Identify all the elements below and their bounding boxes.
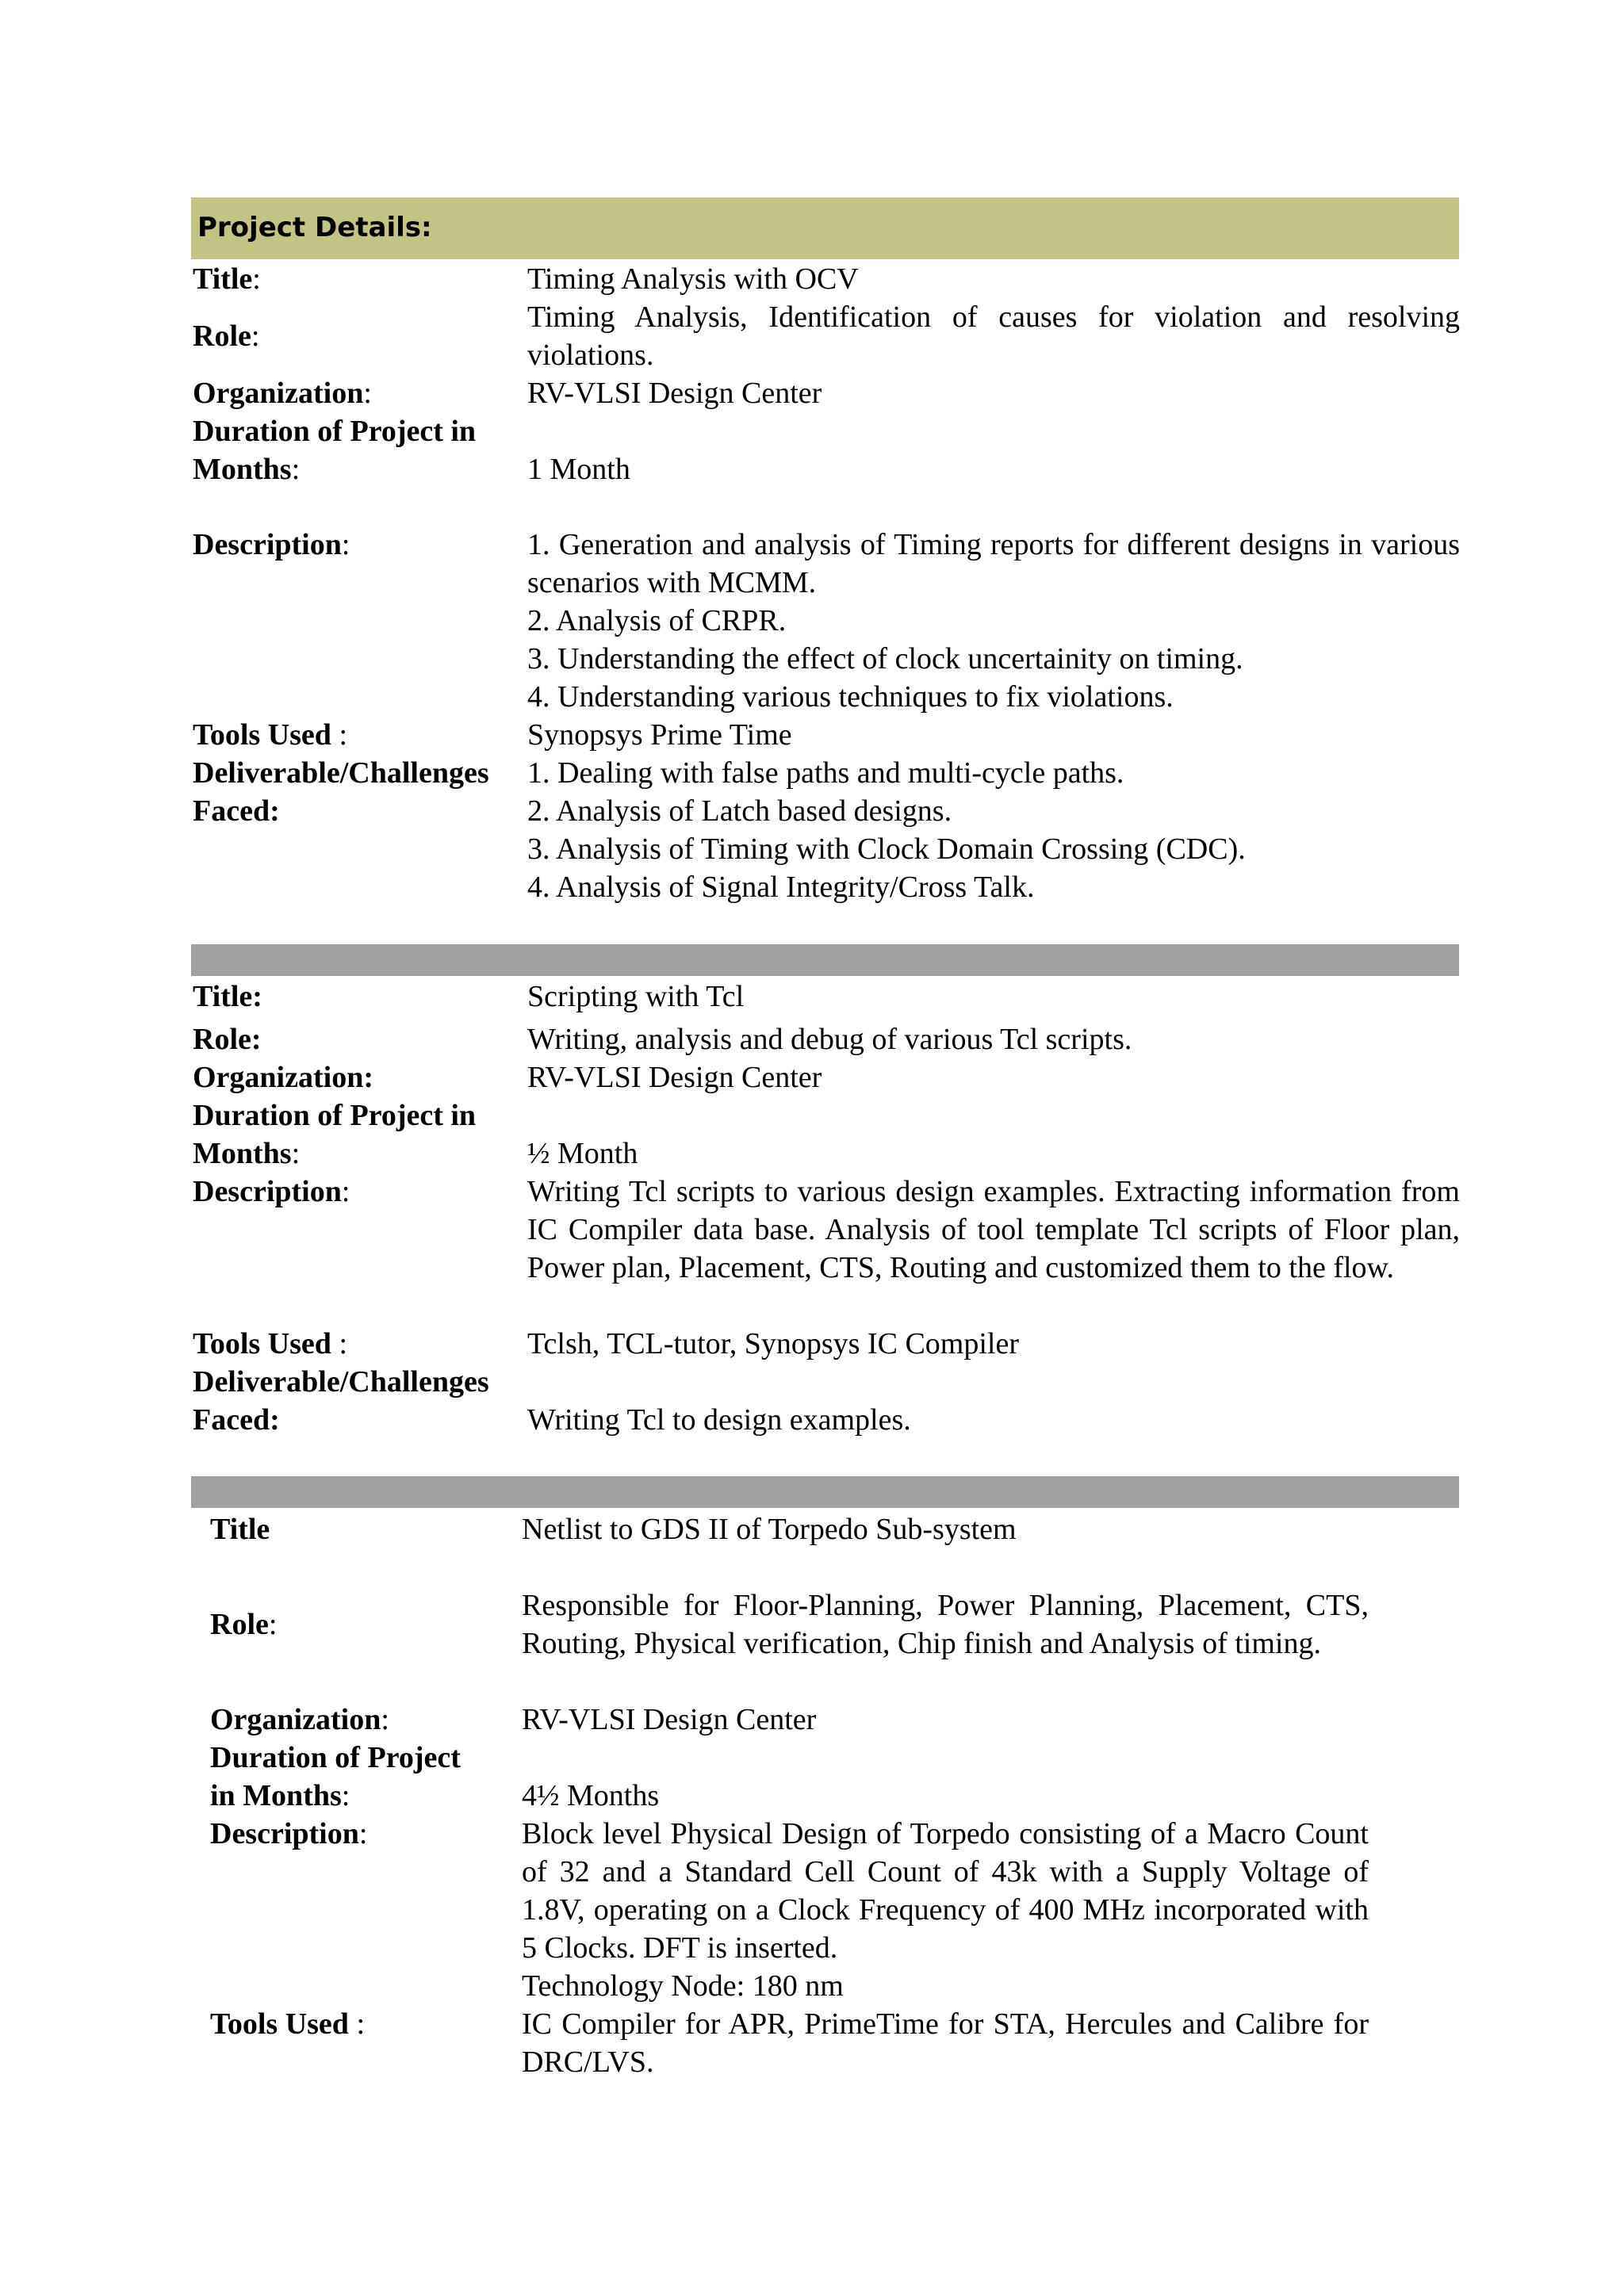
role-value: Timing Analysis, Identification of causes for violation and resolving violations. (527, 300, 1460, 372)
description-line: 3. Understanding the effect of clock uncertainity on timing. (527, 642, 1243, 675)
duration-value: 1 Month (527, 453, 630, 486)
title-label: Title (210, 1513, 270, 1546)
title-label: Title: (193, 262, 261, 296)
title-value: Scripting with Tcl (527, 980, 745, 1013)
role-label: Role: (193, 1023, 262, 1056)
title-value: Netlist to GDS II of Torpedo Sub-system (522, 1513, 1017, 1546)
description-label: Description: (193, 1175, 350, 1208)
duration-label-cont: in Months: (210, 1779, 350, 1812)
duration-label: Duration of Project in (193, 415, 477, 448)
deliverable-label-cont: Faced: (193, 794, 280, 828)
deliverable-line: 3. Analysis of Timing with Clock Domain Crossing (CDC). (527, 832, 1246, 866)
deliverable-label: Deliverable/Challenges (193, 1365, 489, 1399)
description-label: Description: (210, 1817, 368, 1850)
role-value: Responsible for Floor-Planning, Power Planning, Placement, CTS, Routing, Physical verification, Chip finish and Analysis of timing. (522, 1589, 1369, 1660)
organization-value: RV-VLSI Design Center (527, 1061, 822, 1094)
duration-label-cont: Months: (193, 1137, 301, 1170)
organization-label: Organization: (193, 377, 372, 410)
duration-label: Duration of Project (210, 1741, 461, 1774)
section-separator (191, 1476, 1459, 1508)
deliverable-line: 4. Analysis of Signal Integrity/Cross Talk. (527, 871, 1035, 904)
description-line: 2. Analysis of CRPR. (527, 604, 787, 637)
tools-value: Tclsh, TCL-tutor, Synopsys IC Compiler (527, 1327, 1020, 1360)
section-title: Project Details: (197, 212, 432, 243)
organization-value: RV-VLSI Design Center (527, 377, 822, 410)
tools-label: Tools Used : (193, 1327, 347, 1360)
tools-value: Synopsys Prime Time (527, 718, 792, 752)
organization-value: RV-VLSI Design Center (522, 1703, 817, 1736)
role-label: Role: (210, 1608, 278, 1641)
section-separator (191, 944, 1459, 976)
tools-label: Tools Used : (193, 718, 347, 752)
project-details-header (191, 197, 1459, 259)
tools-value: IC Compiler for APR, PrimeTime for STA, Hercules and Calibre for DRC/LVS. (522, 2007, 1369, 2079)
technology-node: Technology Node: 180 nm (522, 1969, 844, 2003)
role-value: Writing, analysis and debug of various Tcl scripts. (527, 1023, 1132, 1056)
title-value: Timing Analysis with OCV (527, 262, 859, 296)
organization-label: Organization: (193, 1061, 373, 1094)
role-label: Role: (193, 320, 260, 353)
description-line: 4. Understanding various techniques to fix violations. (527, 680, 1174, 714)
description-value: Writing Tcl scripts to various design examples. Extracting information from IC Compiler data base. Analysis of tool template Tcl scripts of Floor plan, Power plan, Placement, CTS, Routing and customized them to the flow. (527, 1175, 1460, 1284)
organization-label: Organization: (210, 1703, 389, 1736)
deliverable-label-cont: Faced: (193, 1403, 280, 1437)
duration-label-cont: Months: (193, 453, 301, 486)
duration-value: ½ Month (527, 1137, 638, 1170)
duration-value: 4½ Months (522, 1779, 660, 1812)
deliverable-label: Deliverable/Challenges (193, 756, 489, 790)
description-value: Block level Physical Design of Torpedo consisting of a Macro Count of 32 and a Standard Cell Count of 43k with a Supply Voltage of 1.8V, operating on a Clock Frequency of 400 MHz incorporated with 5 Clocks. DFT is inserted. (522, 1817, 1369, 1965)
description-line: 1. Generation and analysis of Timing reports for different designs in various scenarios with MCMM. (527, 528, 1460, 599)
title-label: Title: (193, 980, 262, 1013)
tools-label: Tools Used : (210, 2007, 365, 2041)
deliverable-line: 1. Dealing with false paths and multi-cycle paths. (527, 756, 1124, 790)
duration-label: Duration of Project in (193, 1099, 477, 1132)
description-label: Description: (193, 528, 350, 561)
deliverable-line: 2. Analysis of Latch based designs. (527, 794, 952, 828)
deliverable-value: Writing Tcl to design examples. (527, 1403, 911, 1437)
